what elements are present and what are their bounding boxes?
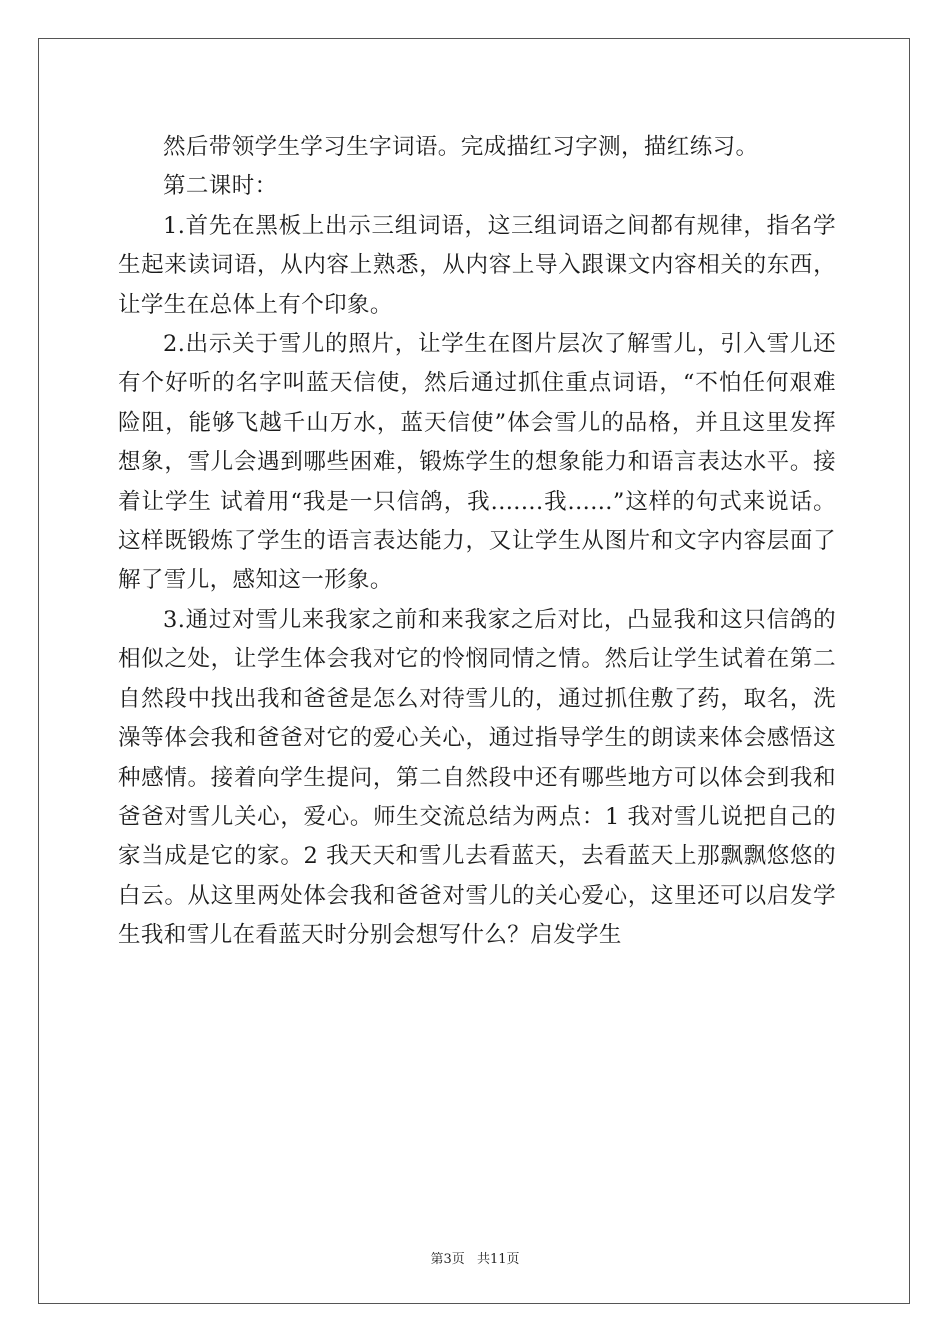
page-total: 共11页 bbox=[476, 1252, 520, 1267]
paragraph-step-2: 2.出示关于雪儿的照片，让学生在图片层次了解雪儿，引入雪儿还有个好听的名字叫蓝天信使，然后通过抓住重点词语，“不怕任何艰难险阻，能够飞越千山万水，蓝天信使”体会雪儿的品格，并且这里发挥想象，雪儿会遇到哪些困难，锻炼学生的想象能力和语言表达水平。接着让学生 试着用“我是一只信鸽，我.......我......”这样的句式来说话。这样既锻炼了学生的语言表达能力，又让学生从图片和文字内容层面了解了雪儿，感知这一形象。 bbox=[118, 331, 836, 594]
paragraph-intro: 然后带领学生学习生字词语。完成描红习字测，描红练习。 bbox=[163, 134, 759, 160]
paragraph-step-3: 3.通过对雪儿来我家之前和来我家之后对比，凸显我和这只信鸽的相似之处，让学生体会我对它的怜悯同情之情。然后让学生试着在第二自然段中找出我和爸爸是怎么对待雪儿的，通过抓住敷了药，取名，洗澡等体会我和爸爸对它的爱心关心，通过指导学生的朗读来体会感悟这种感情。接着向学生提问，第二自然段中还有哪些地方可以体会到我和爸爸对雪儿关心，爱心。师生交流总结为两点：1 我对雪儿说把自己的家当成是它的家。2 我天天和雪儿去看蓝天，去看蓝天上那飘飘悠悠的白云。从这里两处体会我和爸爸对雪儿的关心爱心，这里还可以启发学生我和雪儿在看蓝天时分别会想写什么？启发学生 bbox=[118, 606, 836, 949]
section-heading: 第二课时： bbox=[163, 173, 278, 200]
page-number: 第3页 bbox=[430, 1252, 465, 1267]
page-footer bbox=[0, 1248, 950, 1267]
paragraph-step-1: 1.首先在黑板上出示三组词语，这三组词语之间都有规律，指名学生起来读词语，从内容上熟悉，从内容上导入跟课文内容相关的东西，让学生在总体上有个印象。 bbox=[118, 212, 836, 318]
document-body bbox=[118, 128, 836, 956]
